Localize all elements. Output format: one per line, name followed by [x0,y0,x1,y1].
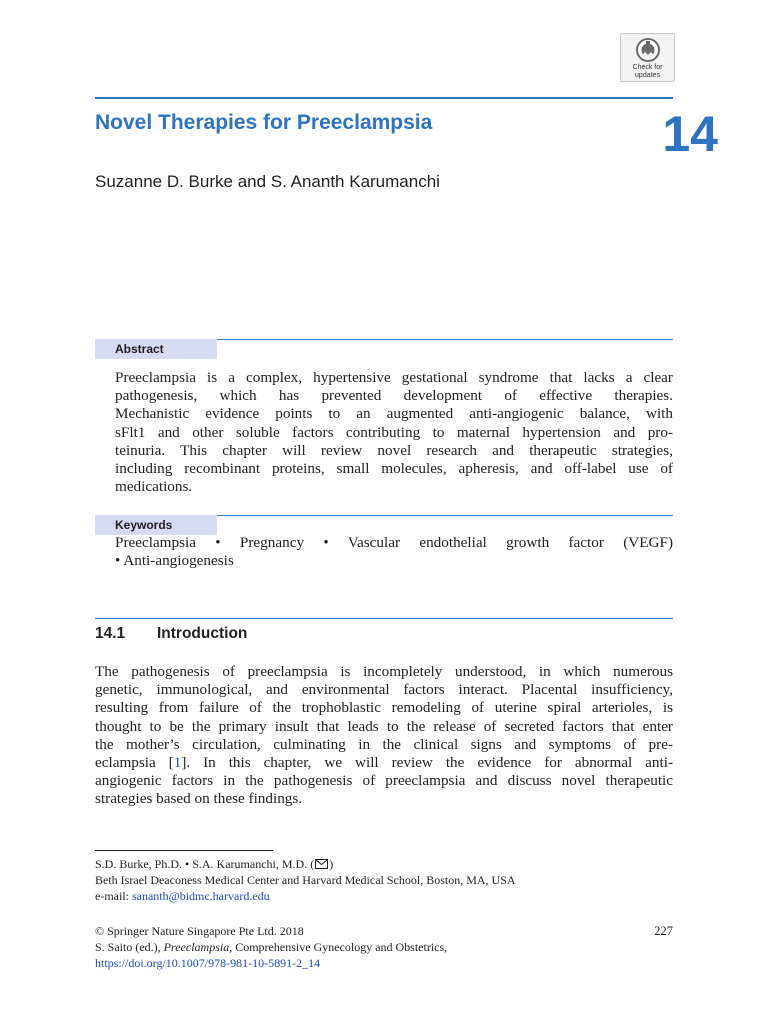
keywords-tag [95,515,217,535]
keywords-text [115,534,673,570]
envelope-icon[interactable] [315,859,328,869]
check-for-updates-label: Check for updates [632,64,663,79]
footnote-authors [95,857,333,872]
section-heading [95,625,247,643]
chapter-number: 14 [662,106,718,162]
abstract-line: medications. [115,478,193,496]
top-rule [95,97,673,99]
intro-line: strategies based on these findings. [95,790,303,808]
check-for-updates-icon [635,37,661,63]
section-title: Introduction [157,625,248,642]
copyright-line: © Springer Nature Singapore Pte Ltd. 2018 [95,924,304,938]
chapter-title: Novel Therapies for Preeclampsia [95,111,433,134]
abstract-text [115,369,673,496]
citation-series: , Comprehensive Gynecology and Obstetrics, [229,940,448,954]
intro-line: thought to be the primary insult that leads to the release of secreted factors that enter [95,717,673,735]
book-title: Preeclampsia [163,940,230,954]
abstract-line: teinuria. This chapter will review novel research and therapeutic strategies, [115,441,673,459]
citation-editor: S. Saito (ed.), [95,940,164,954]
intro-text: anti- [645,753,674,771]
abstract-line: Preeclampsia is a complex, hypertensive gestational syndrome that lacks a clear [115,369,673,386]
page-number: 227 [654,924,673,938]
keywords-line: Preeclampsia • Pregnancy • Vascular endothelial growth factor (VEGF) [115,534,673,551]
intro-line: genetic, immunological, and environmental factors interact. Placental insufficiency, [95,681,673,699]
footnote-rule [95,850,273,851]
check-for-updates-badge[interactable] [620,33,675,82]
abstract-line: pathogenesis, which has prevented development of effective therapies. [115,387,673,405]
footnote-affiliation: Beth Israel Deaconess Medical Center and Harvard Medical School, Boston, MA, USA [95,873,516,887]
footnote-email-line [95,889,270,904]
footnote-authors-suffix: ) [329,857,334,871]
chapter-authors: Suzanne D. Burke and S. Ananth Karumanchi [95,172,440,191]
intro-paragraph [95,663,673,809]
keywords-line: • Anti-angiogenesis [115,552,234,570]
doi-line [95,956,320,971]
email-link[interactable]: sananth@bidmc.harvard.edu [131,889,270,903]
intro-line: resulting from failure of the trophoblastic remodeling of uterine spiral arterioles, is [95,699,673,717]
section-number: 14.1 [95,625,126,642]
intro-line [95,754,673,772]
section-rule [95,618,673,619]
intro-line: The pathogenesis of preeclampsia is incompletely understood, in which numerous [95,663,673,680]
abstract-line: Mechanistic evidence points to an augmented anti-angiogenic balance, with [115,405,673,423]
intro-line: angiogenic factors in the pathogenesis of preeclampsia and discuss novel therapeutic [95,772,673,790]
abstract-tag [95,339,217,359]
email-label: e-mail: [95,889,132,903]
abstract-line: including recombinant proteins, small molecules, apheresis, and off-label use of [115,459,673,477]
footnote-authors-text: S.D. Burke, Ph.D. • S.A. Karumanchi, M.D. ( [95,857,315,871]
abstract-line: sFlt1 and other soluble factors contributing to maternal hypertension and pro- [115,423,673,441]
intro-line: the mother’s circulation, culminating in the clinical signs and symptoms of pre- [95,735,673,753]
intro-text: eclampsia [ [95,753,174,771]
intro-text: ]. In this chapter, we will review the evidence for abnormal [181,753,633,771]
citation-line [95,940,447,955]
abstract-label: Abstract [115,342,164,356]
keywords-label: Keywords [115,518,173,532]
doi-link[interactable]: https://doi.org/10.1007/978-981-10-5891-2_14 [95,956,321,970]
citation-link[interactable]: 1 [173,753,182,771]
